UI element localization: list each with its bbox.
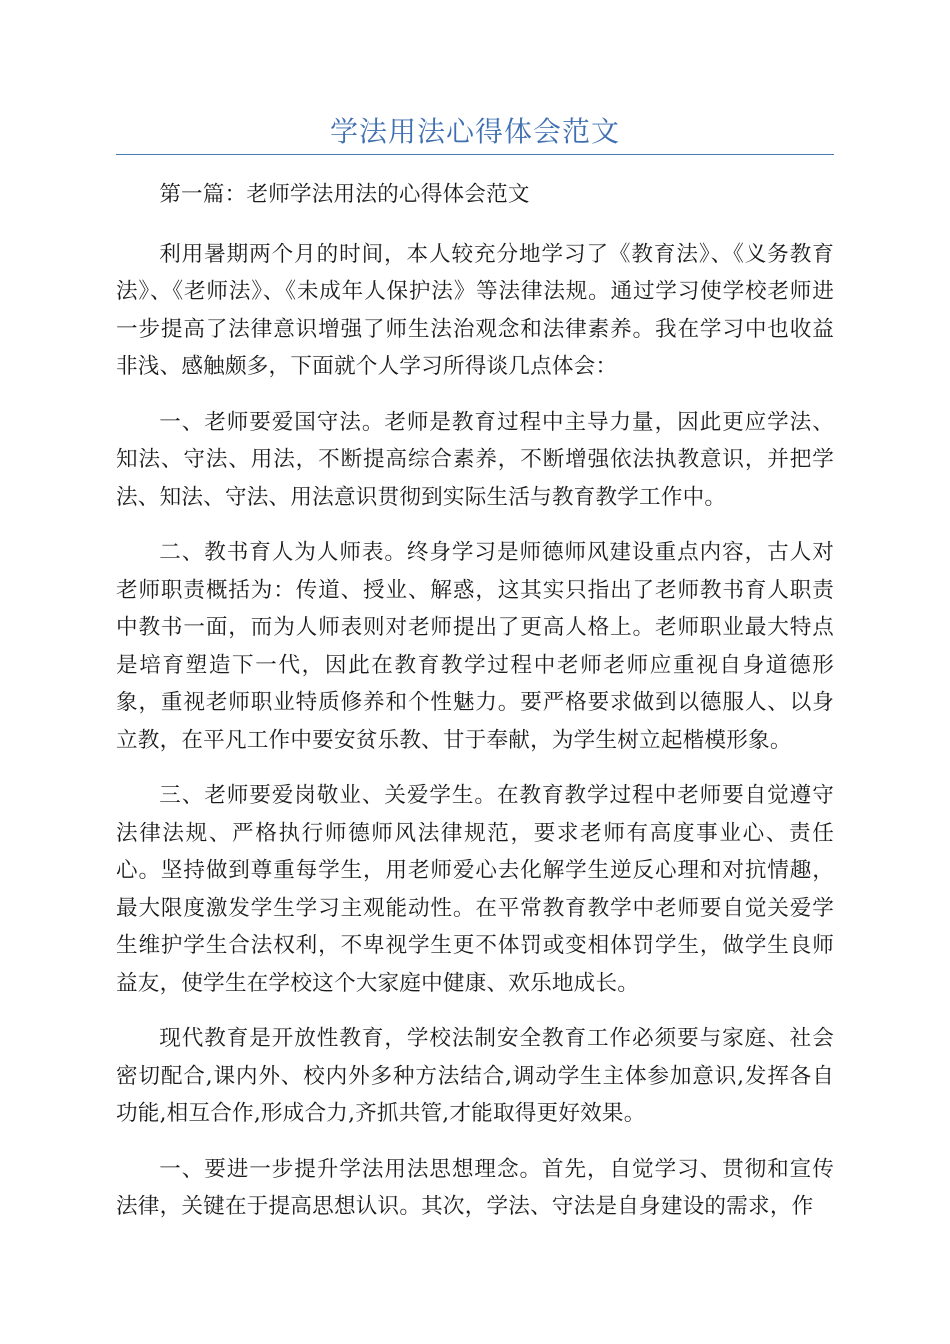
paragraph: 一、老师要爱国守法。老师是教育过程中主导力量，因此更应学法、知法、守法、用法，不断提高综合素养，不断增强依法执教意识，并把学法、知法、守法、用法意识贯彻到实际生活与教育教学工作中。 — [116, 409, 834, 510]
paragraph: 现代教育是开放性教育，学校法制安全教育工作必须要与家庭、社会密切配合,课内外、校内外多种方法结合,调动学生主体参加意识,发挥各自功能,相互合作,形成合力,齐抓共管,才能取得更好效果。 — [116, 1026, 834, 1126]
document-body — [116, 176, 834, 1244]
title-underline-rule — [116, 154, 834, 155]
paragraph: 二、教书育人为人师表。终身学习是师德师风建设重点内容，古人对老师职责概括为：传道、授业、解惑，这其实只指出了老师教书育人职责中教书一面，而为人师表则对老师提出了更高人格上。老师职业最大特点是培育塑造下一代，因此在教育教学过程中老师老师应重视自身道德形象，重视老师职业特质修养和个性魅力。要严格要求做到以德服人、以身立教，在平凡工作中要安贫乐教、甘于奉献，为学生树立起楷模形象。 — [116, 540, 834, 753]
section-heading: 第一篇：老师学法用法的心得体会范文 — [159, 182, 530, 207]
paragraph: 一、要进一步提升学法用法思想理念。首先，自觉学习、贯彻和宣传法律，关键在于提高思想认识。其次，学法、守法是自身建设的需求，作 — [116, 1156, 834, 1219]
document-title: 学法用法心得体会范文 — [329, 115, 620, 148]
paragraph: 三、老师要爱岗敬业、关爱学生。在教育教学过程中老师要自觉遵守法律法规、严格执行师德师风法律规范，要求老师有高度事业心、责任心。坚持做到尊重每学生，用老师爱心去化解学生逆反心理和对抗情趣，最大限度激发学生学习主观能动性。在平常教育教学中老师要自觉关爱学生维护学生合法权利，不卑视学生更不体罚或变相体罚学生，做学生良师益友，使学生在学校这个大家庭中健康、欢乐地成长。 — [116, 783, 834, 996]
paragraph: 利用暑期两个月的时间，本人较充分地学习了《教育法》、《义务教育法》、《老师法》、《未成年人保护法》等法律法规。通过学习使学校老师进一步提高了法律意识增强了师生法治观念和法律素养。我在学习中也收益非浅、感触颇多，下面就个人学习所得谈几点体会： — [116, 241, 834, 379]
